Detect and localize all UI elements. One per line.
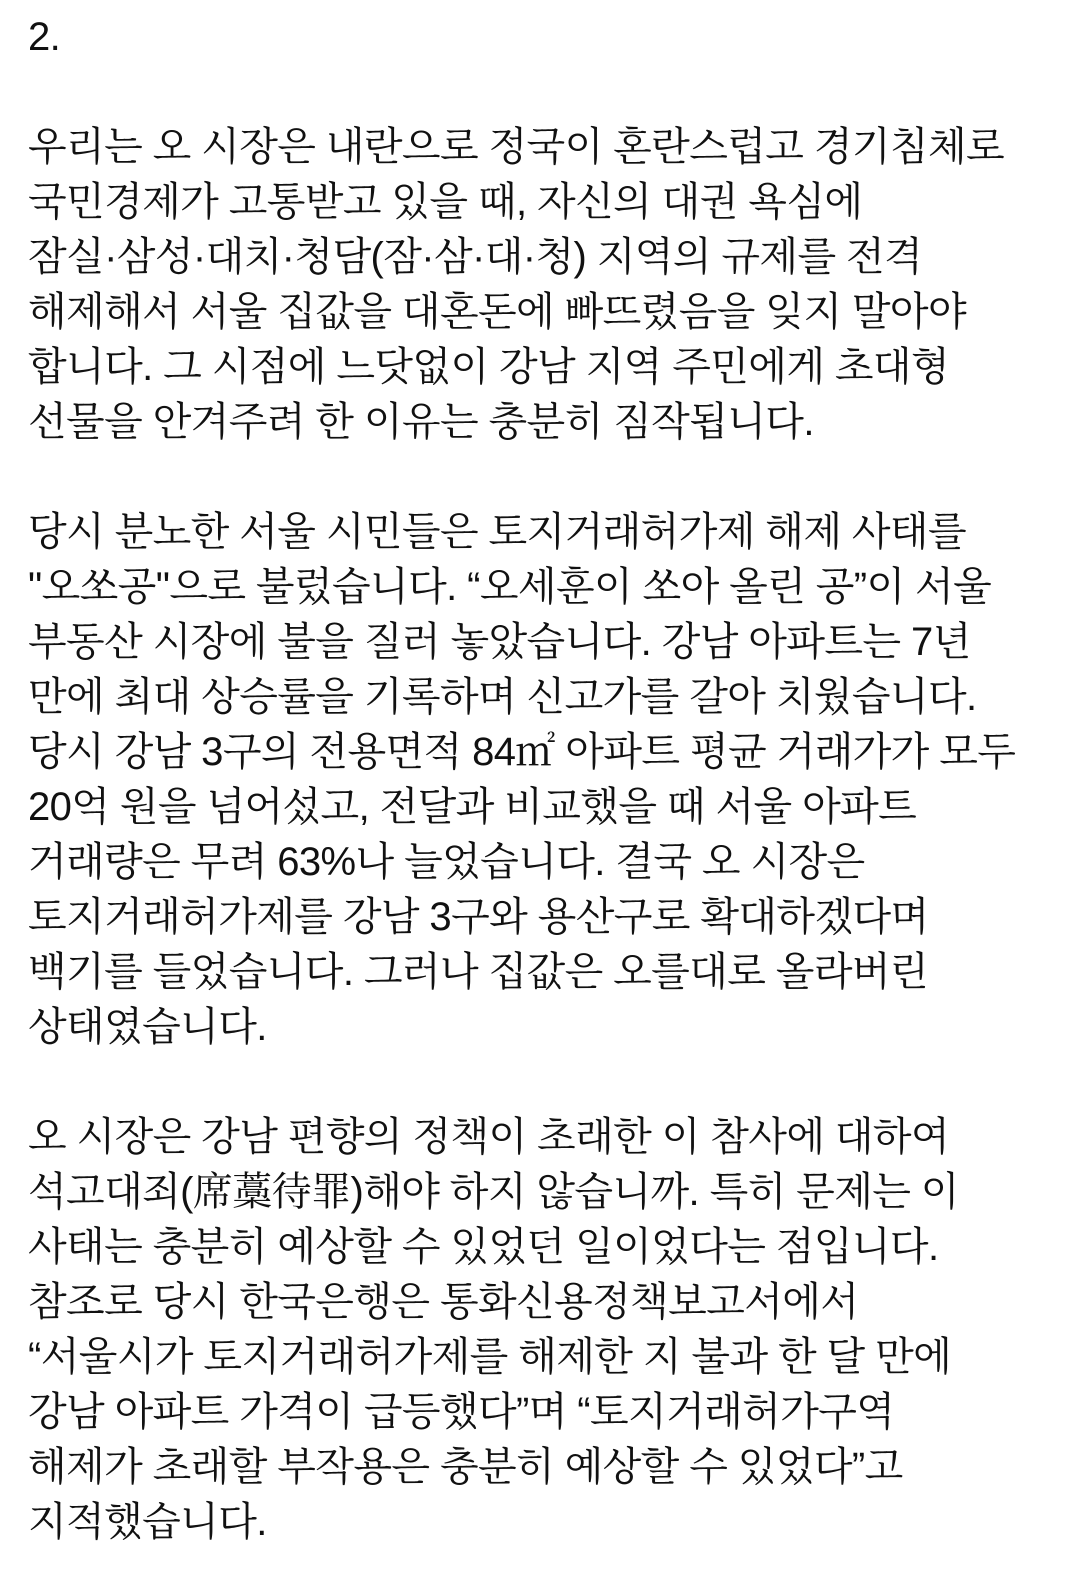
text-line: 20억 원을 넘어섰고, 전달과 비교했을 때 서울 아파트 bbox=[28, 785, 917, 829]
text-line: 토지거래허가제를 강남 3구와 용산구로 확대하겠다며 bbox=[28, 895, 929, 939]
text-line: 당시 분노한 서울 시민들은 토지거래허가제 해제 사태를 bbox=[28, 510, 966, 554]
paragraph-3 bbox=[28, 1110, 1060, 1550]
text-line: 사태는 충분히 예상할 수 있었던 일이었다는 점입니다. bbox=[28, 1225, 939, 1269]
text-line: 부동산 시장에 불을 질러 놓았습니다. 강남 아파트는 7년 bbox=[28, 620, 971, 664]
paragraph-2 bbox=[28, 505, 1060, 1055]
text-line: 백기를 들었습니다. 그러나 집값은 오를대로 올라버린 bbox=[28, 950, 928, 994]
text-line: 상태였습니다. bbox=[28, 1005, 267, 1049]
text-line: 우리는 오 시장은 내란으로 정국이 혼란스럽고 경기침체로 bbox=[28, 125, 1005, 169]
text-line: 해제가 초래할 부작용은 충분히 예상할 수 있었다”고 bbox=[28, 1445, 903, 1489]
text-line: "오쏘공"으로 불렀습니다. “오세훈이 쏘아 올린 공”이 서울 bbox=[28, 565, 992, 609]
text-line: 합니다. 그 시점에 느닷없이 강남 지역 주민에게 초대형 bbox=[28, 345, 949, 389]
text-line: 지적했습니다. bbox=[28, 1500, 267, 1544]
text-line: 잠실·삼성·대치·청담(잠·삼·대·청) 지역의 규제를 전격 bbox=[28, 235, 923, 279]
text-line: 오 시장은 강남 편향의 정책이 초래한 이 참사에 대하여 bbox=[28, 1115, 949, 1159]
text-line: 선물을 안겨주려 한 이유는 충분히 짐작됩니다. bbox=[28, 400, 814, 444]
text-line: 국민경제가 고통받고 있을 때, 자신의 대권 욕심에 bbox=[28, 180, 863, 224]
text-line: 강남 아파트 가격이 급등했다”며 “토지거래허가구역 bbox=[28, 1390, 895, 1434]
text-line: 거래량은 무려 63%나 늘었습니다. 결국 오 시장은 bbox=[28, 840, 865, 884]
text-line: “서울시가 토지거래허가제를 해제한 지 불과 한 달 만에 bbox=[28, 1335, 952, 1379]
text-line: 만에 최대 상승률을 기록하며 신고가를 갈아 치웠습니다. bbox=[28, 675, 977, 719]
text-line: 석고대죄(席藁待罪)해야 하지 않습니까. 특히 문제는 이 bbox=[28, 1170, 959, 1214]
text-line: 해제해서 서울 집값을 대혼돈에 빠뜨렸음을 잊지 말아야 bbox=[28, 290, 966, 334]
text-line: 참조로 당시 한국은행은 통화신용정책보고서에서 bbox=[28, 1280, 859, 1324]
paragraph-1 bbox=[28, 120, 1060, 450]
text-line: 당시 강남 3구의 전용면적 84㎡ 아파트 평균 거래가가 모두 bbox=[28, 730, 1016, 774]
section-number: 2. bbox=[28, 15, 61, 59]
